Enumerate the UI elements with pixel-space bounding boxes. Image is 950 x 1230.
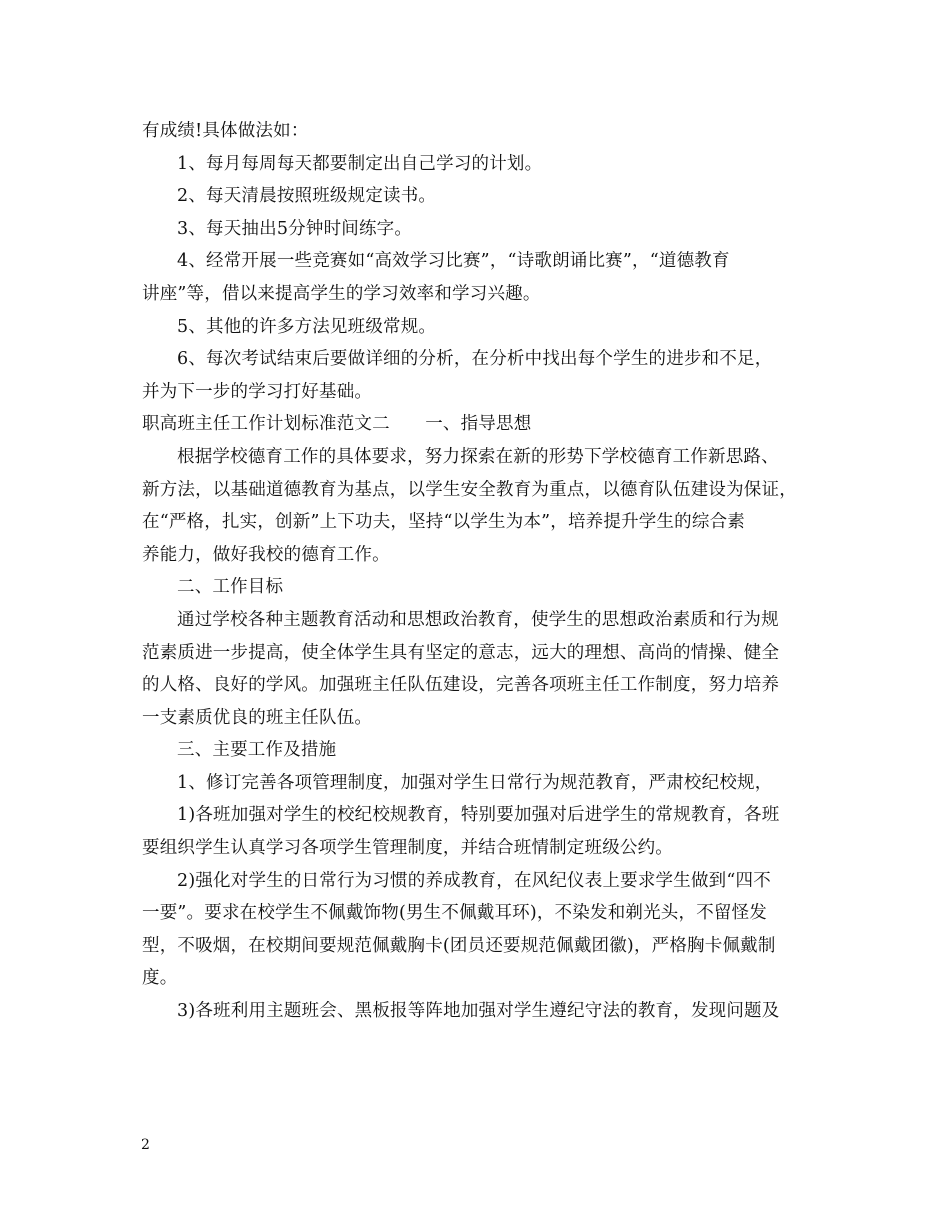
text-line: 根据学校德育工作的具体要求，努力探索在新的形势下学校德育工作新思路、 (177, 446, 779, 467)
text-line: 新方法，以基础道德教育为基点，以学生安全教育为重点，以德育队伍建设为保证， (142, 479, 797, 500)
text-line: 3)各班利用主题班会、黑板报等阵地加强对学生遵纪守法的教育，发现问题及 (177, 1001, 780, 1022)
text-line: 5、其他的许多方法见班级常规。 (177, 316, 437, 337)
text-line: 通过学校各种主题教育活动和思想政治教育，使学生的思想政治素质和行为规 (177, 609, 779, 630)
text-line: 要组织学生认真学习各项学生管理制度，并结合班情制定班级公约。 (142, 838, 673, 859)
text-line: 3、每天抽出5分钟时间练字。 (177, 218, 413, 239)
text-line: 度。 (142, 968, 178, 989)
text-line: 2)强化对学生的日常行为习惯的养成教育，在风纪仪表上要求学生做到“四不 (177, 870, 771, 891)
text-line: 2、每天清晨按照班级规定读书。 (177, 186, 437, 207)
text-line: 4、经常开展一些竞赛如“高效学习比赛”，“诗歌朗诵比赛”，“道德教育 (177, 251, 730, 272)
text-line: 一支素质优良的班主任队伍。 (142, 707, 373, 728)
section-heading: 三、主要工作及措施 (177, 740, 337, 761)
text-line: 1、每月每周每天都要制定出自己学习的计划。 (177, 153, 543, 174)
text-line: 讲座”等，借以来提高学生的学习效率和学习兴趣。 (142, 283, 541, 304)
text-line: 范素质进一步提高，使全体学生具有坚定的意志，远大的理想、高尚的情操、健全 (142, 642, 780, 663)
text-line: 有成绩!具体做法如： (142, 121, 309, 141)
section-heading: 职高班主任工作计划标准范文二 一、指导思想 (142, 414, 532, 435)
text-line: 一要”。要求在校学生不佩戴饰物(男生不佩戴耳环)，不染发和剃光头，不留怪发 (142, 903, 767, 924)
section-heading: 二、工作目标 (177, 577, 284, 598)
page-number: 2 (141, 1137, 150, 1153)
text-line: 养能力，做好我校的德育工作。 (142, 544, 390, 565)
text-line: 1、修订完善各项管理制度，加强对学生日常行为规范教育，严肃校纪校规， (177, 772, 773, 793)
text-line: 的人格、良好的学风。加强班主任队伍建设，完善各项班主任工作制度，努力培养 (142, 675, 780, 696)
text-line: 型，不吸烟，在校期间要规范佩戴胸卡(团员还要规范佩戴团徽)，严格胸卡佩戴制 (142, 935, 776, 956)
text-line: 并为下一步的学习打好基础。 (142, 381, 373, 402)
text-line: 6、每次考试结束后要做详细的分析，在分析中找出每个学生的进步和不足， (177, 349, 773, 370)
text-line: 1)各班加强对学生的校纪校规教育，特别要加强对后进学生的常规教育，各班 (177, 805, 780, 826)
text-line: 在“严格，扎实，创新”上下功夫，坚持“以学生为本”，培养提升学生的综合素 (142, 512, 745, 533)
body-text (142, 115, 832, 1028)
